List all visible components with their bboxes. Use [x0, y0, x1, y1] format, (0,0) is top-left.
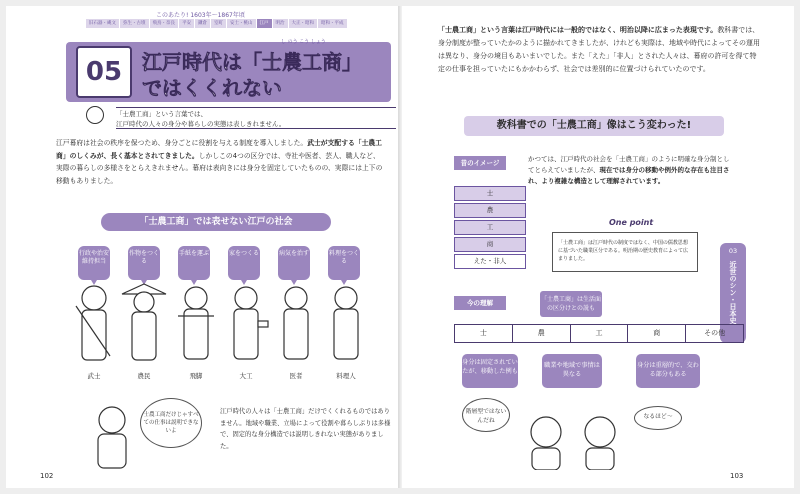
courier-figure	[178, 287, 214, 359]
body-text: 江戸幕府は社会の秩序を保つため、身分ごとに役割を与える制度を導入しました。	[56, 139, 308, 147]
right-body-paragraph	[438, 24, 762, 76]
class-cell: その他	[685, 325, 743, 342]
one-point-title: One point	[609, 218, 654, 227]
era-nav	[86, 19, 348, 28]
body-paragraph-1	[56, 137, 386, 187]
point-box: 職業や地域で事情は異なる	[542, 354, 602, 388]
nav-item: 明治	[273, 19, 288, 28]
point-box: 身分は重層的で、交わる部分もある	[636, 354, 700, 388]
section-heading: 教科書での「士農工商」像はこう変わった!	[464, 116, 724, 136]
nav-item: 弥生・古墳	[120, 19, 149, 28]
kids-illustration	[518, 410, 628, 470]
chapter-number: 03	[728, 247, 738, 255]
point-box: 身分は固定されていたが、移動した例も	[462, 354, 518, 388]
person-caption: 農民	[137, 372, 151, 380]
era-label: このあたり! 1603年〜1867年頃	[156, 12, 245, 19]
body-paragraph-2: 江戸時代の人々は「士農工商」だけでくくれるものではありません。地域や職業、立場によって役割や暮らしぶりは多様で、固定的な身分構造では説明しきれない実態がありました。	[220, 408, 391, 450]
class-row	[454, 324, 744, 343]
body-text: しかしこの4つの区分では、寺社や医者、芸人、職人など、実際の暮らしの多様さをとらえきれません。幕府は表向きには身分を固定していたものの、実際には上下の移動もありました。	[56, 151, 383, 185]
role-label: 作物をつくる	[128, 246, 160, 280]
nav-item: 旧石器・縄文	[86, 19, 119, 28]
role-label: 家をつくる	[228, 246, 260, 280]
nav-item-active: 江戸	[257, 19, 272, 28]
chapter-title: 近世のシン・日本史	[729, 261, 737, 324]
stack-cell: 商	[454, 237, 526, 252]
role-label: 病気を治す	[278, 246, 310, 280]
nav-item: 飛鳥・奈良	[150, 19, 179, 28]
body-text: かつては、江戸時代の社会を「士農工商」のように明確な身分制としてとらえていましたが、	[528, 155, 730, 174]
body-text: 教科書では、身分制度が整っていたかのように描かれてきましたが、けれども実際は、地域や時代によってその運用は異なり、身分の境目もあいまいでした。また「えた」「非人」とされた人々は、幕府の許可を得て特定の仕事を担っていたにもかかわらず、社会では差別的に位置づけられていたのです。	[438, 26, 760, 73]
nav-item: 安土・桃山	[227, 19, 256, 28]
nav-item: 昭和・平成	[318, 19, 347, 28]
body-emphasis: 「士農工商」という言葉は江戸時代には一般的ではなく、明治以降に広まった表現です。	[438, 26, 718, 34]
page-title-line2: ではくくれない	[142, 76, 282, 100]
page-number: 103	[730, 472, 744, 480]
nav-item: 鎌倉	[195, 19, 210, 28]
old-image-text	[528, 154, 734, 187]
people-illustration	[66, 276, 376, 371]
nav-item: 平安	[179, 19, 194, 28]
class-cell: 士	[479, 329, 487, 337]
stack-cell: 工	[454, 220, 526, 235]
article-number: 05	[76, 46, 132, 98]
stack-cell: 農	[454, 203, 526, 218]
section-heading: 「士農工商」では表せない江戸の社会	[101, 213, 331, 231]
kid-speech-bubble: なるほど〜	[634, 406, 682, 430]
lead-line2: 江戸時代の人々の身分や暮らしの実態は表しきれません。	[116, 120, 286, 128]
speech-bubble: 士農工商だけじゃすべての仕事は説明できないよ	[140, 398, 202, 448]
right-page	[402, 6, 794, 488]
now-understanding-label: 今の理解	[454, 296, 506, 310]
cook-figure	[334, 287, 358, 359]
lead-line1: 「士農工商」という言葉では、	[116, 110, 207, 118]
role-label: 料理をつくる	[328, 246, 360, 280]
person-caption: 大工	[239, 372, 253, 380]
samurai-figure	[76, 286, 110, 360]
nav-item: 大正・昭和	[289, 19, 318, 28]
class-cell: 農	[512, 325, 570, 342]
left-page	[6, 6, 398, 488]
body-emphasis: 現在では身分の移動や例外的な存在も注目され、より複雑な構造として理解されています。	[528, 166, 730, 185]
doctor-figure	[284, 287, 308, 359]
person-caption: 武士	[87, 372, 101, 380]
title-ruby: し のう こう しょう	[281, 39, 326, 45]
old-image-label: 昔のイメージ	[454, 156, 506, 170]
carpenter-figure	[234, 287, 268, 359]
page-title-line1: 江戸時代は「士農工商」	[142, 50, 362, 74]
callout-box: 「士農工商」は生活面の区分けとの説も	[540, 291, 602, 317]
class-cell: 工	[570, 325, 628, 342]
person-caption: 飛脚	[189, 372, 203, 380]
lead-text	[116, 107, 396, 129]
kid-speech-bubble: 階層型ではないんだね	[462, 398, 510, 432]
farmer-figure	[122, 284, 166, 360]
one-point-box: 「士農工商」は江戸時代の制度ではなく、中国の儒教思想に基づいた職業区分である。明治期の歴史教育によって広まりました。	[552, 232, 698, 272]
character-illustration	[88, 402, 136, 472]
page-number: 102	[40, 472, 54, 480]
globe-icon	[86, 106, 104, 124]
body-emphasis: 武士が支配する「士農工商」のしくみが、長く基本とされてきました。	[56, 139, 382, 160]
person-caption: 料理人	[336, 372, 356, 380]
role-label: 行政や治安維持担当	[78, 246, 110, 280]
stack-cell: 士	[454, 186, 526, 201]
person-caption: 医者	[289, 372, 303, 380]
role-label: 手紙を運ぶ	[178, 246, 210, 280]
class-cell: 商	[627, 325, 685, 342]
stack-cell: えた・非人	[454, 254, 526, 269]
nav-item: 室町	[211, 19, 226, 28]
